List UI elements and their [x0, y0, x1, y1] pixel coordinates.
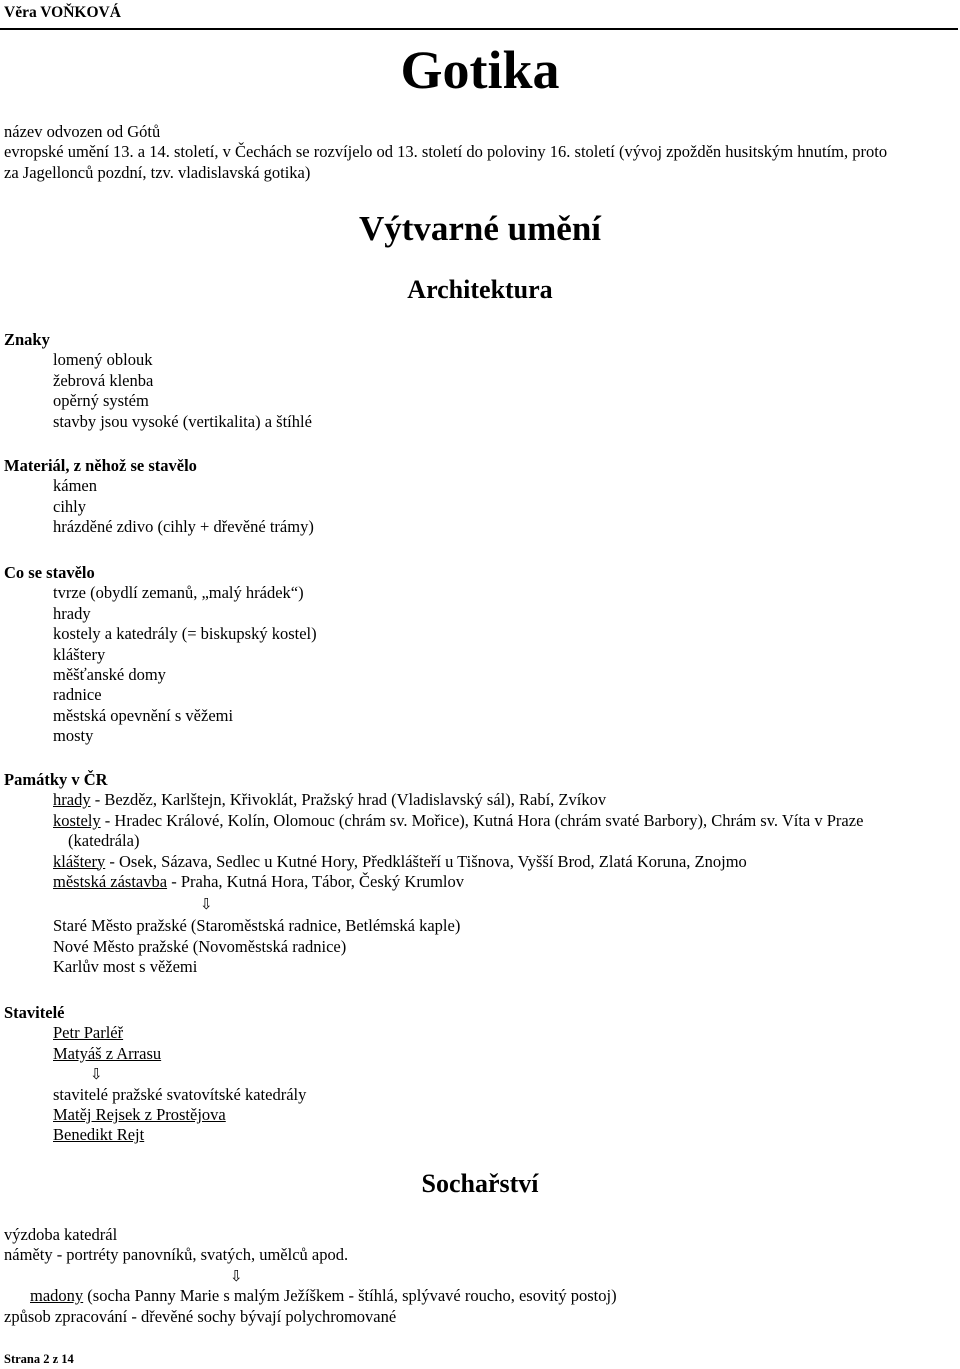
- page-number: Strana 2 z 14: [4, 1352, 74, 1366]
- section-znaky: [4, 330, 312, 432]
- intro-paragraph: [4, 122, 956, 183]
- term-text: - Praha, Kutná Hora, Tábor, Český Krumlov: [167, 872, 464, 892]
- list-item: stavitelé pražské svatovítské katedrály: [53, 1084, 307, 1104]
- paragraph-line: výzdoba katedrál: [4, 1225, 118, 1244]
- section-pamatky: [4, 770, 863, 978]
- intro-line: evropské umění 13. a 14. století, v Čechách se rozvíjelo od 13. století do poloviny 16. století (vývoj zpožděn husitským hnutím, proto: [4, 142, 888, 162]
- author-name: Věra VOŇKOVÁ: [4, 4, 121, 21]
- term-text: - Bezděz, Karlštejn, Křivoklát, Pražský hrad (Vladislavský sál), Rabí, Zvíkov: [90, 790, 607, 810]
- down-arrow-icon: ⇩: [200, 895, 213, 914]
- paragraph-line: [4, 1286, 617, 1306]
- list-item: opěrný systém: [53, 391, 149, 411]
- header-rule: [0, 28, 958, 30]
- list-item: žebrová klenba: [53, 370, 154, 390]
- term-kostely: kostely: [53, 810, 101, 830]
- term-klastery: kláštery: [53, 851, 106, 871]
- list-item: kláštery: [53, 644, 106, 664]
- section-co-se-stavelo: [4, 563, 317, 747]
- list-item: hrázděné zdivo (cihly + dřevěné trámy): [53, 517, 314, 537]
- down-arrow-icon: ⇩: [90, 1065, 103, 1084]
- list-item: městská opevnění s věžemi: [53, 705, 234, 725]
- arrow-row: [4, 892, 863, 916]
- down-arrow-icon: ⇩: [230, 1266, 243, 1285]
- list-item: Petr Parléř: [53, 1023, 124, 1043]
- list-item: cihly: [53, 496, 86, 516]
- intro-line: název odvozen od Gótů: [4, 122, 161, 141]
- list-item: [4, 872, 863, 892]
- list-item: Staré Město pražské (Staroměstská radnice, Betlémská kaple): [53, 916, 461, 936]
- section-title: Materiál, z něhož se stavělo: [4, 456, 197, 475]
- list-item: tvrze (obydlí zemanů, „malý hrádek“): [53, 583, 304, 603]
- heading-visual-art: Výtvarné umění: [358, 209, 602, 248]
- paragraph-line: náměty - portréty panovníků, svatých, umělců apod.: [4, 1245, 349, 1265]
- list-item: Benedikt Rejt: [53, 1125, 145, 1145]
- section-material: [4, 456, 314, 538]
- section-title: Co se stavělo: [4, 563, 95, 582]
- term-text: - Osek, Sázava, Sedlec u Kutné Hory, Předklášteří u Tišnova, Vyšší Brod, Zlatá Koruna, Znojmo: [105, 851, 747, 871]
- section-title: Památky v ČR: [4, 770, 108, 789]
- intro-line: za Jagellonců pozdní, tzv. vladislavská gotika): [4, 162, 311, 182]
- arrow-row: [4, 1266, 617, 1286]
- list-item: měšťanské domy: [53, 665, 166, 685]
- section-title: Znaky: [4, 330, 50, 349]
- document-title: Gotika: [400, 40, 560, 100]
- list-item: Matěj Rejsek z Prostějova: [53, 1105, 226, 1125]
- section-sculpture: [4, 1225, 617, 1327]
- list-item: [4, 811, 863, 831]
- term-text: - Hradec Králové, Kolín, Olomouc (chrám sv. Mořice), Kutná Hora (chrám svaté Barbory), Chrám sv. Víta v Praze: [100, 810, 864, 830]
- list-item: mosty: [53, 726, 94, 746]
- list-item: lomený oblouk: [53, 350, 153, 370]
- heading-architecture: Architektura: [407, 275, 553, 304]
- list-item: Matyáš z Arrasu: [53, 1043, 162, 1063]
- term-text: (socha Panny Marie s malým Ježíškem - štíhlá, splývavé roucho, esovitý postoj): [83, 1286, 617, 1306]
- paragraph-line: způsob zpracování - dřevěné sochy bývají polychromované: [4, 1306, 397, 1326]
- list-item: stavby jsou vysoké (vertikalita) a štíhlé: [53, 411, 312, 431]
- list-item: Karlův most s věžemi: [53, 957, 198, 977]
- term-madony: madony: [30, 1286, 84, 1306]
- arrow-row: [4, 1064, 306, 1084]
- term-mestska-zastavba: městská zástavba: [53, 872, 168, 892]
- term-hrady: hrady: [53, 790, 91, 810]
- list-item: [4, 790, 863, 810]
- list-item: Nové Město pražské (Novoměstská radnice): [53, 936, 347, 956]
- list-item: [4, 852, 863, 872]
- list-item: radnice: [53, 685, 102, 705]
- section-stavitele: [4, 1003, 306, 1146]
- list-item: hrady: [53, 603, 91, 623]
- list-item: kámen: [53, 476, 97, 496]
- list-item: kostely a katedrály (= biskupský kostel): [53, 624, 317, 644]
- list-item-continuation: (katedrála): [68, 831, 140, 851]
- heading-sculpture: Sochařství: [421, 1169, 539, 1198]
- section-title: Stavitelé: [4, 1003, 65, 1022]
